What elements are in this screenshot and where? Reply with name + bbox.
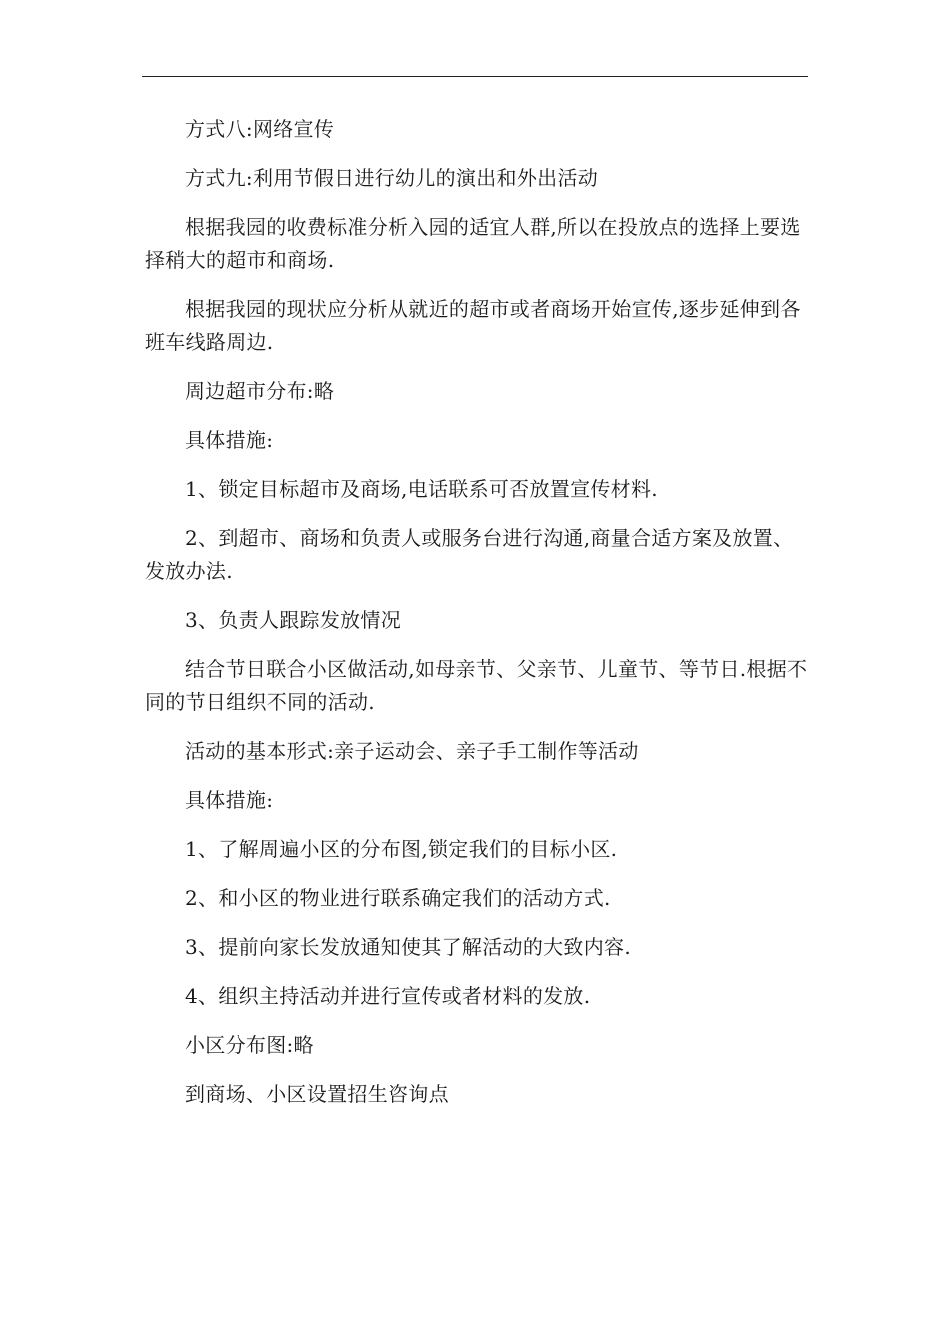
paragraph: 具体措施:	[185, 788, 274, 812]
paragraph: 周边超市分布:略	[185, 379, 335, 403]
paragraph: 1、了解周遍小区的分布图,锁定我们的目标小区.	[185, 837, 618, 861]
paragraph: 活动的基本形式:亲子运动会、亲子手工制作等活动	[185, 739, 639, 763]
paragraph: 根据我园的收费标准分析入园的适宜人群,所以在投放点的选择上要选择稍大的超市和商场.	[145, 215, 801, 272]
paragraph: 具体措施:	[185, 428, 274, 452]
paragraph: 到商场、小区设置招生咨询点	[185, 1082, 449, 1106]
paragraph: 3、负责人跟踪发放情况	[185, 608, 402, 632]
paragraph: 2、到超市、商场和负责人或服务台进行沟通,商量合适方案及放置、发放办法.	[145, 526, 794, 583]
paragraph: 结合节日联合小区做活动,如母亲节、父亲节、儿童节、等节日.根据不同的节日组织不同的活动.	[145, 657, 808, 714]
paragraph: 2、和小区的物业进行联系确定我们的活动方式.	[185, 886, 611, 910]
paragraph: 4、组织主持活动并进行宣传或者材料的发放.	[185, 984, 591, 1008]
paragraph: 根据我园的现状应分析从就近的超市或者商场开始宣传,逐步延伸到各班车线路周边.	[145, 297, 801, 354]
paragraph: 方式九:利用节假日进行幼儿的演出和外出活动	[185, 166, 599, 190]
paragraph: 小区分布图:略	[185, 1033, 314, 1057]
paragraph: 方式八:网络宣传	[185, 117, 335, 141]
header-rule	[142, 76, 808, 77]
paragraph: 1、锁定目标超市及商场,电话联系可否放置宣传材料.	[185, 477, 658, 501]
paragraph: 3、提前向家长发放通知使其了解活动的大致内容.	[185, 935, 631, 959]
document-body	[145, 113, 808, 1127]
